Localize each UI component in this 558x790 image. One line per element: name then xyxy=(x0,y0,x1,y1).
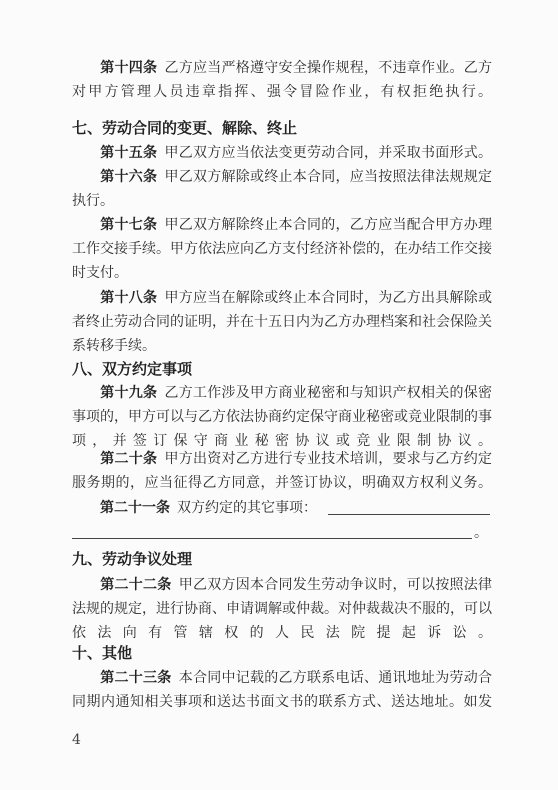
article-number: 第十九条 xyxy=(100,385,158,401)
article-18 xyxy=(72,286,492,358)
article-20 xyxy=(72,447,492,495)
blank-line xyxy=(328,514,490,515)
article-text: 甲方出资对乙方进行专业技术培训，要求与乙方约定服务期的，应当征得乙方同意，并签订协议，明确双方权利义务。 xyxy=(72,451,492,491)
article-text: 甲乙双方解除或终止本合同，应当按照法律法规规定执行。 xyxy=(72,169,492,209)
blank-line xyxy=(72,538,472,539)
article-14 xyxy=(72,56,492,104)
section-heading: 八、双方约定事项 xyxy=(72,360,193,378)
section-heading: 十、其他 xyxy=(72,644,133,662)
article-text: 甲乙双方因本合同发生劳动争议时，可以按照法律法规的规定，进行协商、申请调解或仲裁。对仲裁裁决不服的，可以依法向有管辖权的人民法院提起诉讼。 xyxy=(72,577,492,641)
article-17 xyxy=(72,213,492,285)
article-text: 乙方工作涉及甲方商业秘密和与知识产权相关的保密事项的，甲方可以与乙方依法协商约定保守商业秘密或竞业限制的事项，并签订保守商业秘密协议或竞业限制协议。 xyxy=(72,385,492,449)
article-text: 甲乙双方解除终止本合同的，乙方应当配合甲方办理工作交接手续。甲方依法应向乙方支付经济补偿的，在办结工作交接时支付。 xyxy=(72,217,492,281)
article-number: 第二十三条 xyxy=(100,670,172,686)
article-15 xyxy=(72,141,492,165)
article-text: 双方约定的其它事项： xyxy=(177,500,317,516)
article-22 xyxy=(72,573,492,645)
article-text: 甲乙双方应当依法变更劳动合同，并采取书面形式。 xyxy=(164,145,492,161)
article-number: 第二十条 xyxy=(100,451,158,467)
article-text: 乙方应当严格遵守安全操作规程，不违章作业。乙方对甲方管理人员违章指挥、强令冒险作业，有权拒绝执行。 xyxy=(72,60,492,100)
article-21 xyxy=(72,496,492,520)
article-19 xyxy=(72,381,492,453)
blank-end-mark: 。 xyxy=(474,525,488,541)
article-number: 第十七条 xyxy=(100,217,158,233)
article-number: 第十六条 xyxy=(100,169,158,185)
section-heading: 九、劳动争议处理 xyxy=(72,550,193,568)
page-number: 4 xyxy=(72,732,81,748)
article-number: 第十四条 xyxy=(100,60,158,76)
article-23 xyxy=(72,666,492,714)
article-number: 第二十二条 xyxy=(100,577,172,593)
section-heading: 七、劳动合同的变更、解除、终止 xyxy=(72,119,298,137)
article-number: 第二十一条 xyxy=(100,500,170,516)
article-number: 第十五条 xyxy=(100,145,158,161)
article-number: 第十八条 xyxy=(100,290,158,306)
article-text: 甲方应当在解除或终止本合同时，为乙方出具解除或者终止劳动合同的证明，并在十五日内为乙方办理档案和社会保险关系转移手续。 xyxy=(72,290,492,354)
article-16 xyxy=(72,165,492,213)
article-text: 本合同中记载的乙方联系电话、通讯地址为劳动合同期内通知相关事项和送达书面文书的联系方式、送达地址。如发 xyxy=(72,670,492,710)
